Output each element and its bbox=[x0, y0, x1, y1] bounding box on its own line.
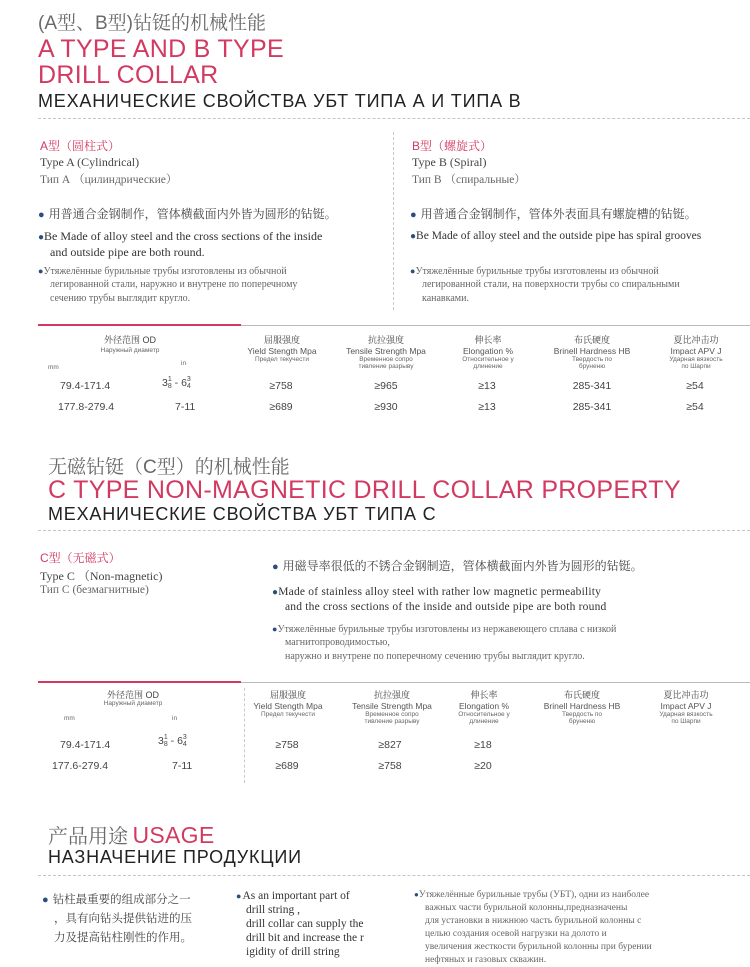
table-header-ru: Ударная вязкость по Шарпи bbox=[659, 711, 713, 725]
usage-ru-line6: нефтяных и газовых скважин. bbox=[425, 955, 547, 965]
type-a-bullet-ru-line1: Утяжелённые бурильные трубы изготовлены из обычной bbox=[43, 266, 287, 277]
type-a-bullet-zh bbox=[38, 205, 337, 222]
table-header-en: Impact APV J bbox=[670, 346, 722, 356]
type-c-label-en: Type C （Non-magnetic) bbox=[40, 569, 163, 583]
usage-en-line1: As an important part of bbox=[242, 890, 350, 902]
bullet-icon: ● bbox=[272, 587, 279, 598]
type-c-bullet-en-line2: and the cross sections of the inside and outside pipe are both round bbox=[285, 601, 607, 613]
table-header-ru: Временное сопро тивление разрыву bbox=[364, 711, 420, 725]
usage-bullet-ru bbox=[414, 889, 649, 902]
type-a-bullet-ru-line3: сечению трубы выглядит кругло. bbox=[50, 293, 191, 304]
fraction-whole: 3 bbox=[162, 376, 168, 389]
table-header-zh: 夏比冲击功 bbox=[673, 335, 719, 345]
table-header-en: Tensile Strength Mpa bbox=[352, 701, 432, 711]
bullet-icon: ● bbox=[414, 890, 419, 899]
type-a-label-ru: Тип А （цилиндрические） bbox=[40, 174, 178, 186]
usage-zh-line3: 力及提高钻柱刚性的作用。 bbox=[54, 932, 192, 944]
usage-bullet-en bbox=[236, 889, 350, 903]
section-ab-title-ru: МЕХАНИЧЕСКИЕ СВОЙСТВА УБТ ТИПА А И ТИПА В bbox=[38, 91, 522, 111]
type-c-bullet-zh-text: 用磁导率很低的不锈合金钢制造，管体横截面内外皆为圆形的钻铤。 bbox=[282, 559, 643, 573]
fraction-numerator: 1 bbox=[167, 376, 172, 383]
table-header-zh: 夏比冲击功 bbox=[663, 690, 709, 700]
table-ab-cell-tensile: ≥965 bbox=[374, 380, 398, 392]
table-header-col-1 bbox=[336, 333, 436, 370]
fraction bbox=[183, 734, 187, 748]
type-b-bullet-ru-line3: канавками. bbox=[422, 293, 469, 304]
table-header-col-0 bbox=[232, 333, 332, 363]
table-ab-cell-hb: 285-341 bbox=[572, 380, 612, 392]
bullet-icon: ● bbox=[272, 561, 279, 573]
table-header-ru: Относительное у длинение bbox=[462, 356, 514, 370]
usage-bullet-zh bbox=[42, 891, 191, 907]
bullet-icon: ● bbox=[38, 209, 45, 221]
table-c-cell-mm: 79.4-171.4 bbox=[60, 739, 111, 751]
fraction-numerator: 1 bbox=[163, 734, 168, 741]
type-c-label-zh: C型（无磁式） bbox=[40, 551, 121, 565]
table-ab-cell-in bbox=[162, 376, 191, 390]
usage-en-line2: drill string , bbox=[246, 904, 300, 916]
type-b-bullet-ru bbox=[410, 264, 659, 279]
bullet-icon: ● bbox=[410, 266, 416, 276]
table-header-ru: Временное сопро тивление разрыву bbox=[358, 356, 414, 370]
table-header-zh: 伸长率 bbox=[470, 690, 498, 700]
usage-title-ru: НАЗНАЧЕНИЕ ПРОДУКЦИИ bbox=[48, 847, 302, 867]
usage-en-line5: igidity of drill string bbox=[246, 946, 340, 958]
table-header-en: Brinell Hardness HB bbox=[543, 701, 621, 711]
usage-ru-line3: для установки в нижнюю часть бурильной колонны с bbox=[425, 916, 642, 926]
type-a-bullet-ru-line2: легированной стали, наружно и внутрене по поперечному bbox=[50, 279, 298, 290]
usage-zh-line1: 钻柱最重要的组成部分之一 bbox=[52, 894, 191, 906]
fraction-denominator: 8 bbox=[167, 383, 172, 390]
table-c-top-line bbox=[241, 682, 750, 683]
table-c-unit-mm: mm bbox=[64, 715, 75, 722]
divider bbox=[38, 875, 750, 876]
usage-ru-line2: важных части бурильной колонны,предназначены bbox=[425, 903, 628, 913]
table-header-zh: 伸长率 bbox=[474, 335, 502, 345]
table-ab-cell-yield: ≥758 bbox=[269, 380, 293, 392]
usage-en-line4: drill bit and increase the r bbox=[246, 932, 364, 944]
table-c-accent-line bbox=[38, 681, 241, 683]
table-ab-cell-mm: 177.8-279.4 bbox=[58, 401, 115, 413]
table-header-en: Yield Stength Mpa bbox=[253, 701, 323, 711]
bullet-icon: ● bbox=[38, 232, 45, 243]
table-ab-accent-line bbox=[38, 324, 241, 326]
type-a-bullet-zh-text: 用普通合金钢制作，管体横截面内外皆为圆形的钻铤。 bbox=[48, 207, 337, 221]
table-header-ru: Предел текучести bbox=[260, 711, 316, 718]
bullet-icon: ● bbox=[38, 266, 44, 276]
bullet-icon: ● bbox=[410, 231, 417, 242]
type-b-label-en: Type B (Spiral) bbox=[412, 155, 487, 169]
section-c-title-ru: МЕХАНИЧЕСКИЕ СВОЙСТВА УБТ ТИПА С bbox=[48, 504, 437, 524]
type-a-label-en: Type A (Cylindrical) bbox=[40, 155, 140, 169]
table-ab-cell-in: 7-11 bbox=[175, 401, 196, 413]
usage-zh-line2: ，具有向钻头提供钻进的压 bbox=[54, 913, 192, 925]
table-ab-unit-in: in bbox=[181, 360, 187, 367]
table-header-ru: Предел текучести bbox=[254, 356, 310, 363]
table-ab-cell-yield: ≥689 bbox=[269, 401, 293, 413]
table-c-cell-elong: ≥18 bbox=[474, 739, 492, 751]
usage-ru-line1: Утяжелённые бурильные трубы (УБТ), одни из наиболее bbox=[418, 890, 650, 900]
usage-title bbox=[48, 820, 214, 849]
table-header-col-3 bbox=[532, 688, 632, 725]
type-c-bullet-ru-line1: Утяжелённые бурильные трубы изготовлены из нержавеющего сплава с низкой bbox=[277, 624, 617, 635]
table-c-cell-tensile: ≥827 bbox=[378, 739, 402, 751]
type-c-bullet-ru-line3: наружно и внутрене по поперечному сечению трубы выглядит кругло. bbox=[285, 651, 585, 662]
section-c-title-zh: 无磁钻铤（C型）的机械性能 bbox=[48, 457, 290, 478]
table-header-col-0 bbox=[238, 688, 338, 718]
bullet-icon: ● bbox=[42, 894, 49, 906]
section-c-title-en: C TYPE NON-MAGNETIC DRILL COLLAR PROPERTY bbox=[48, 476, 681, 504]
table-c-cell-yield: ≥689 bbox=[275, 760, 299, 772]
section-ab-title-zh: (A型、B型)钻铤的机械性能 bbox=[38, 13, 267, 34]
usage-ru-line4: целью создания осевой нагрузки на долото и bbox=[425, 929, 607, 939]
type-c-bullet-ru-line2: магнитопроводимостью, bbox=[285, 637, 390, 648]
table-header-en: Elongation % bbox=[458, 701, 510, 711]
table-header-ru: Твердость по бруненю bbox=[561, 711, 603, 725]
divider bbox=[38, 530, 750, 531]
table-header-col-2 bbox=[434, 688, 534, 725]
type-a-bullet-en-line1: Be Made of alloy steel and the cross sections of the inside bbox=[44, 229, 323, 243]
table-header-en: Tensile Strength Mpa bbox=[346, 346, 426, 356]
table-header-ru: Относительное у длинение bbox=[458, 711, 510, 725]
type-c-bullet-ru bbox=[272, 622, 616, 637]
type-b-bullet-en bbox=[410, 228, 701, 245]
table-header-zh: 屈服强度 bbox=[269, 690, 306, 700]
usage-ru-line5: увеличения жесткости бурильной колонны при бурении bbox=[425, 942, 652, 952]
bullet-icon: ● bbox=[410, 209, 417, 221]
table-ab-unit-mm: mm bbox=[48, 364, 59, 371]
table-c-cell-tensile: ≥758 bbox=[378, 760, 402, 772]
usage-title-en: USAGE bbox=[132, 822, 215, 848]
section-ab-title-en-1: A TYPE AND B TYPE bbox=[38, 35, 284, 63]
table-header-en: Elongation % bbox=[462, 346, 514, 356]
table-ab-od-header-ru: Наружный диаметр bbox=[100, 347, 160, 354]
table-header-en: Impact APV J bbox=[660, 701, 712, 711]
table-c-cell-mm: 177.6-279.4 bbox=[52, 760, 109, 772]
table-ab-cell-tensile: ≥930 bbox=[374, 401, 398, 413]
table-c-unit-in: in bbox=[172, 715, 178, 722]
table-header-zh: 抗拉强度 bbox=[367, 335, 404, 345]
fraction-numerator: 3 bbox=[182, 734, 187, 741]
type-b-label-zh: B型（螺旋式） bbox=[412, 139, 493, 153]
table-ab-top-line bbox=[241, 325, 750, 326]
type-b-bullet-en-text: Be Made of alloy steel and the outside pipe has spiral grooves bbox=[416, 230, 702, 242]
fraction-numerator: 3 bbox=[186, 376, 191, 383]
table-header-ru: Твердость по бруненю bbox=[571, 356, 613, 370]
fraction-denominator: 4 bbox=[186, 383, 191, 390]
type-a-bullet-ru bbox=[38, 264, 287, 279]
usage-title-zh: 产品用途 bbox=[48, 826, 128, 848]
type-c-label-ru: Тип С (безмагнитные) bbox=[40, 584, 149, 596]
fraction-denominator: 4 bbox=[182, 741, 187, 748]
table-ab-cell-elong: ≥13 bbox=[478, 380, 496, 392]
section-ab-title-en-2: DRILL COLLAR bbox=[38, 61, 219, 89]
fraction-denominator: 8 bbox=[163, 741, 168, 748]
type-b-bullet-ru-line1: Утяжелённые бурильные трубы изготовлены из обычной bbox=[415, 266, 659, 277]
divider bbox=[38, 118, 750, 119]
table-header-col-2 bbox=[438, 333, 538, 370]
table-header-en: Brinell Hardness HB bbox=[553, 346, 631, 356]
fraction-separator: - 6 bbox=[171, 376, 187, 389]
bullet-icon: ● bbox=[236, 891, 242, 901]
type-a-label-zh: A型（圆柱式） bbox=[40, 139, 121, 153]
type-b-bullet-zh bbox=[410, 205, 697, 222]
type-b-label-ru: Тип В （спиральные） bbox=[412, 174, 526, 186]
table-ab-cell-impact: ≥54 bbox=[686, 380, 704, 392]
table-ab-cell-mm: 79.4-171.4 bbox=[60, 380, 111, 392]
column-divider bbox=[393, 132, 394, 310]
type-c-bullet-en-line1: Made of stainless alloy steel with rather low magnetic permeability bbox=[278, 586, 602, 598]
table-c-cell-elong: ≥20 bbox=[474, 760, 492, 772]
table-ab-od-header: 外径范围 OD bbox=[103, 335, 156, 345]
table-c-cell-in bbox=[158, 734, 187, 748]
fraction-separator: - 6 bbox=[167, 734, 183, 747]
table-ab-cell-hb: 285-341 bbox=[572, 401, 612, 413]
table-ab-cell-impact: ≥54 bbox=[686, 401, 704, 413]
fraction-whole: 3 bbox=[158, 734, 164, 747]
bullet-icon: ● bbox=[272, 624, 278, 634]
table-c-od-header-ru: Наружный диаметр bbox=[103, 700, 163, 707]
table-c-cell-in: 7-11 bbox=[172, 760, 193, 772]
table-header-col-4 bbox=[636, 688, 736, 725]
fraction bbox=[187, 376, 191, 390]
type-b-bullet-ru-line2: легированной стали, на поверхности трубы со спиральными bbox=[422, 279, 680, 290]
table-header-zh: 布氏硬度 bbox=[563, 690, 600, 700]
table-header-ru: Ударная вязкость по Шарпи bbox=[669, 356, 723, 370]
type-c-bullet-zh bbox=[272, 557, 643, 574]
table-header-zh: 布氏硬度 bbox=[573, 335, 610, 345]
table-header-zh: 屈服强度 bbox=[263, 335, 300, 345]
type-a-bullet-en-line2: and outside pipe are both round. bbox=[50, 245, 205, 259]
table-header-zh: 抗拉强度 bbox=[373, 690, 410, 700]
table-c-od-header: 外径范围 OD bbox=[106, 690, 159, 700]
table-header-col-3 bbox=[542, 333, 642, 370]
type-b-bullet-zh-text: 用普通合金钢制作，管体外表面具有螺旋槽的钻铤。 bbox=[420, 207, 697, 221]
table-header-col-1 bbox=[342, 688, 442, 725]
usage-en-line3: drill collar can supply the bbox=[246, 918, 364, 930]
table-header-col-4 bbox=[646, 333, 746, 370]
table-header-en: Yield Stength Mpa bbox=[247, 346, 317, 356]
table-c-cell-yield: ≥758 bbox=[275, 739, 299, 751]
table-ab-cell-elong: ≥13 bbox=[478, 401, 496, 413]
